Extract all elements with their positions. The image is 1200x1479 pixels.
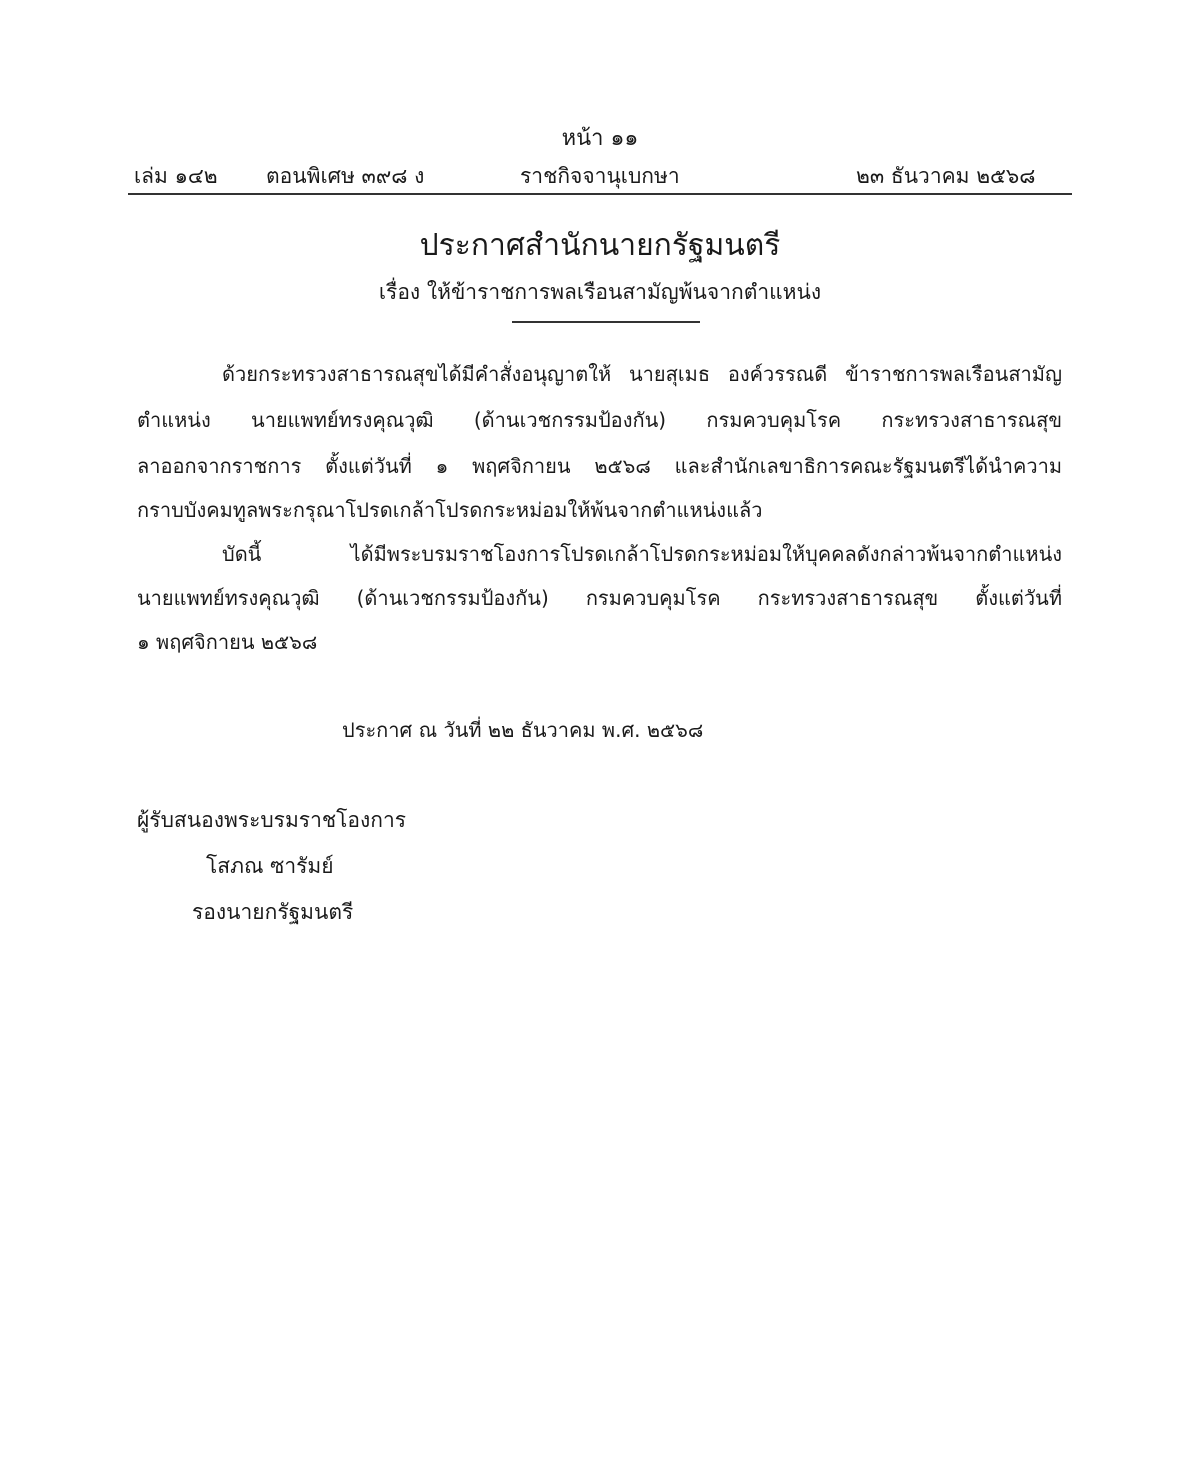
countersign-role: ผู้รับสนองพระบรมราชโองการ [137, 808, 407, 832]
signatory-name: โสภณ ซารัมย์ [206, 854, 334, 878]
announcement-date: ประกาศ ณ วันที่ ๒๒ ธันวาคม พ.ศ. ๒๕๖๘ [342, 718, 704, 742]
signatory-position: รองนายกรัฐมนตรี [192, 900, 354, 924]
page-number: หน้า ๑๑ [561, 126, 639, 151]
paragraph2-line: บัดนี้ ได้มีพระบรมราชโองการโปรดเกล้าโปรดกระหม่อมให้บุคคลดังกล่าวพ้นจากตำแหน่ง [222, 542, 1062, 566]
paragraph2-line: นายแพทย์ทรงคุณวุฒิ (ด้านเวชกรรมป้องกัน) กรมควบคุมโรค กระทรวงสาธารณสุข ตั้งแต่วันที่ [137, 586, 1062, 610]
paragraph1-line: กราบบังคมทูลพระกรุณาโปรดเกล้าโปรดกระหม่อมให้พ้นจากตำแหน่งแล้ว [137, 498, 763, 522]
title-divider [512, 321, 700, 323]
volume-number: เล่ม ๑๔๒ [134, 164, 218, 188]
header-divider [128, 193, 1072, 195]
issue-number: ตอนพิเศษ ๓๙๘ ง [266, 164, 425, 188]
paragraph1-line: ด้วยกระทรวงสาธารณสุขได้มีคำสั่งอนุญาตให้ นายสุเมธ องค์วรรณดี ข้าราชการพลเรือนสามัญ [222, 362, 1062, 386]
document-title: ประกาศสำนักนายกรัฐมนตรี [419, 228, 781, 263]
gazette-date: ๒๓ ธันวาคม ๒๕๖๘ [856, 164, 1036, 188]
paragraph1-line: ตำแหน่ง นายแพทย์ทรงคุณวุฒิ (ด้านเวชกรรมป้องกัน) กรมควบคุมโรค กระทรวงสาธารณสุข [137, 408, 1062, 432]
paragraph2-line: ๑ พฤศจิกายน ๒๕๖๘ [137, 630, 318, 654]
gazette-name: ราชกิจจานุเบกษา [520, 164, 680, 188]
paragraph1-line: ลาออกจากราชการ ตั้งแต่วันที่ ๑ พฤศจิกายน ๒๕๖๘ และสำนักเลขาธิการคณะรัฐมนตรีได้นำความ [137, 454, 1062, 478]
document-subject: เรื่อง ให้ข้าราชการพลเรือนสามัญพ้นจากตำแหน่ง [378, 280, 822, 304]
